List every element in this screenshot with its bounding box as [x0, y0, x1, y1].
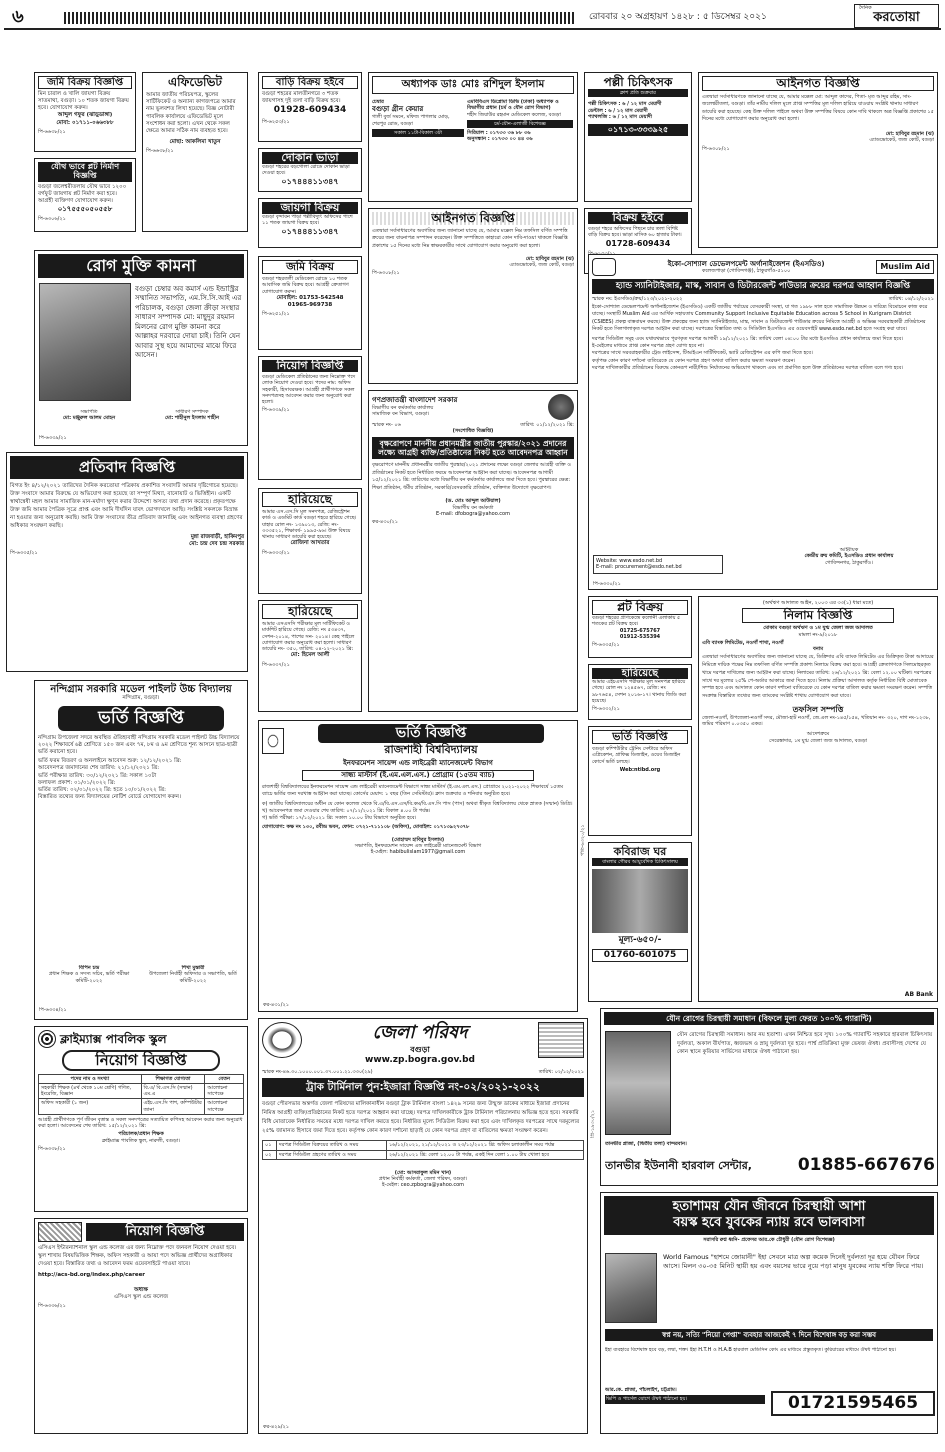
ad-body: বগুড়া মেডিকেল প্রতিষ্ঠানের জন্য নিম্নোক্ত পদে লোক নিয়োগ দেওয়া হবে। পদের নাম: অফিস সহকারী, হিসাবরক্ষক। আগ্রহী প্রার্থীগণকে সকল সনদপত্রসহ আবেদন করার জন্য অনুরোধ করা হলো।: [262, 374, 356, 406]
ad-code: কর-৪৩১/২১: [263, 1001, 289, 1008]
dept-name: সামাজিক বন বিভাগ, বগুড়া।: [372, 411, 430, 418]
chamber-name: বগুড়া গ্রীন কেয়ার: [372, 105, 424, 114]
memo-date: তারিখ: ০১/১২/২০২১ খ্রি:: [520, 422, 574, 428]
right-signer: শিখা মুস্তারী: [181, 965, 205, 971]
ad-place: তানভীর প্লাজা, (দ্বিতীয় তলা) বান্দরবান।: [605, 1141, 687, 1147]
right-name: মো: শাহীনুল ইসলাম শাহীন: [165, 415, 219, 422]
notice-signer: (ড. মোঃ আব্দুল আউয়াল): [445, 498, 501, 505]
table-cell: এইচ.এস.সি পাশ, কম্পিউটার জানা: [141, 1099, 205, 1115]
shop-rent-ad: [258, 148, 362, 192]
list-item: বিস্তারিত তথ্যের জন্য বিদ্যালয়ের নোটিশ বোর্ডে যোগাযোগ করুন।: [38, 793, 181, 800]
govt-logo-icon: [262, 1022, 302, 1058]
col-header: বেতন: [205, 1074, 244, 1083]
school-name: ক্লাইম্যাক্স পাবলিক স্কুল: [60, 1031, 167, 1046]
masthead-rule: [64, 12, 574, 24]
ad-body: বগুড়া শহরের মালতীনগরে ৩ শতক জায়গাসহ দুই তলা বাড়ি বিক্রয় হবে।: [262, 91, 341, 105]
ad-code: পি-৬৩৩৯/২১: [262, 407, 290, 414]
list-item: দরপত্রের সাথে সরবরাহকারীর ট্রেড লাইসেন্স, টিআইএন সার্টিফিকেট, ভ্যাট রেজিস্ট্রেশন এর কপি জমা দিতে হবে।: [592, 350, 813, 357]
list-item: দরপত্র দাখিলকারীর প্রতিষ্ঠানের বিরুদ্ধে কোনরূপ নারী/শিশু নির্যাতনের অভিযোগ থাকলে এবং তা প্রমাণিত হলে উক্ত প্রতিষ্ঠানের দরপত্র বাতিল বলে গণ্য হবে।: [592, 364, 904, 371]
ad-title: হারিয়েছে: [592, 668, 688, 679]
affidavit-ad: [142, 72, 248, 232]
ad-phone-2: 01965-969738: [287, 301, 333, 308]
ad-body: বগুড়া বৃন্দাবন পাড়া পল্লীবিদ্যুৎ অফিসের পাশে ১১ শতক জায়গা বিক্রয় হবে।: [262, 214, 353, 227]
ad-code: পি-৬২৫৩/২১: [262, 118, 290, 125]
course-3: প্যাথলজি : ৬ / ১২ মাস মেয়াদী: [588, 113, 652, 120]
notice-headline: ট্রাক টার্মিনাল পুন:ইজারা বিজ্ঞপ্তি নং-০২/২০২১-২০২২: [262, 1078, 584, 1097]
ad-body: বিগত ইং ৪/১২/২০২১ তারিখের দৈনিক করতোয়া পত্রিকায় প্রকাশিত সংবাদটি আমার দৃষ্টিগোচর হয়েছে। উক্ত সংবাদে আমার বিরুদ্ধে যে অভিযোগ করা হয়েছে তা সম্পূর্ণ মিথ্যা, বানোয়াট ও ভিত্তিহীন। একটি স্বার্থান্বেষী মহল আমার সামাজিক মান-মর্যাদা ক্ষুণ্ন করার উদ্দেশ্যে অসত্য তথ্য প্রদান করেছে। প্রকৃতপক্ষে উক্ত জমি আমার পৈত্রিক সূত্রে প্রাপ্ত এবং আমি দীর্ঘদিন যাবৎ ভোগদখলে আছি। সংশ্লিষ্ট সকলকে বিভ্রান্ত না হওয়ার জন্য অনুরোধ করছি। আমি উক্ত সংবাদের তীব্র প্রতিবাদ জানাচ্ছি এবং আইনগত ব্যবস্থা গ্রহণের অধিকার সংরক্ষণ করছি।: [10, 482, 243, 530]
memo-date: তারিখ: ০২/১২/২০২১: [538, 1068, 584, 1075]
serial-phone-2: অনুসন্ধান : ০১৭৩৩ ০০ ৪৪ ৩৬: [467, 136, 533, 143]
left-signer: বিপিন চন্দ্র: [78, 965, 100, 971]
org-name: ইকো-সোশ্যাল ডেভেলপমেন্ট অর্গানাইজেশন (ইএসডিও): [667, 259, 825, 268]
case-number: মামলা নং-৯/২০১৮: [798, 631, 838, 638]
website-link[interactable]: www.zp.bogra.gov.bd: [365, 1054, 475, 1065]
list-item: আবেদনপত্র জমাদানের শেষ তারিখ: ২১/১২/২০২১ খ্রি:: [38, 765, 160, 772]
school-logo-icon: [38, 1222, 82, 1242]
ad-title: দোকান ভাড়া: [262, 152, 358, 164]
org-address: কলেজপাড়া (গোবিন্দগঞ্জ), ঠাকুরগাঁও-৫১০০: [701, 268, 791, 275]
list-item: ভর্তির তারিখ: ০২/০১/২০২২ খ্রি: হতে ১০/০১/২০২২ খ্রি:: [38, 786, 166, 793]
email-link[interactable]: E-mail: procurement@esdo.net.bd: [596, 564, 682, 571]
table-cell: ২৬/১২/২০২১ খ্রি: বেলা ১২.০০ টা পর্যন্ত, একই দিন বেলা ১.০০ টায় খোলা হবে: [387, 1150, 584, 1159]
notice-body: বগুড়া পৌরসভার অন্তর্গত জেলা পরিষদের মালিকানাধীন বগুড়া ট্রাক টার্মিনাল বাংলা ১৪২৯ সনের জন্য উন্মুক্ত ডাকের মাধ্যমে ইজারা প্রদানের নিমিত্ত আগ্রহী ব্যক্তি/প্রতিষ্ঠানের নিকট হতে দরপত্র আহ্বান করা যাচ্ছে। দরপত্র দাখিলকারীকে ট্রাক টার্মিনাল পরিচালনায় অভিজ্ঞ হতে হবে। সরকারি বিধি মোতাবেক নির্ধারিত সময়ের মধ্যে দরপত্র দাখিল করতে হবে। নির্ধারিত মূল্যে সিডিউল বিক্রয় করা হবে এবং দাখিলকৃত দরপত্রের সাথে দরমূল্যের ২৫% জামানত হিসাবে জমা দিতে হবে। কর্তৃপক্ষ কোন কারণ দর্শানো ছাড়াই যে কোন দরপত্র গ্রহণ বা বাতিলের ক্ষমতা সংরক্ষণ করেন।: [262, 1101, 580, 1135]
kabiraj-ad: [588, 842, 692, 1002]
closing-title: আহ্বায়ক: [839, 547, 859, 553]
group-plot-ad: [34, 158, 136, 232]
ad-signer: আদেশক্রমে: [806, 731, 830, 738]
rajshahi-admission-ad: [258, 720, 578, 1012]
ad-phone: ০১৭১৩-৩৩৩৯২৫: [588, 124, 688, 136]
ad-title: পল্লী চিকিৎসক: [603, 75, 673, 89]
zila-parishad-notice: [258, 1018, 588, 1434]
ad-title: এফিডেভিট: [168, 75, 222, 89]
ad-signer: পরিচালক/প্রধান শিক্ষক: [118, 1131, 164, 1138]
ad-phone-1: মোবাইল: 01753-542548: [276, 294, 344, 301]
notice-headline: বৃক্ষরোপণে মাননীয় প্রধানমন্ত্রীর জাতীয় পুরস্কার/২০২১ প্রদানের লক্ষ্যে আগ্রহী ব্যক্তি/প্রতিষ্ঠানের নিকট হতে আবেদনপত্র আহ্বান: [372, 437, 574, 460]
ad-signer: মোছা: আকলিমা খাতুন: [169, 139, 221, 146]
list-item: কর্তৃপক্ষ কোন কারণ দর্শানো ব্যতিরেকে যে কোন দরপত্র গ্রহণ অথবা বাতিল করার ক্ষমতা সংরক্ষণ করেন।: [592, 357, 796, 364]
ad-code: পি-৬৩৩৫/২১: [10, 550, 38, 557]
ad-code: পি-৬৩৩৫/২১: [592, 642, 620, 649]
table-cell: আলোচনা সাপেক্ষে: [205, 1099, 244, 1115]
product-price: মূল্য-৬৫০/-: [618, 935, 662, 946]
chamber-title: চেম্বার: [372, 99, 384, 105]
table-cell: অফিস সহকারী (১ জন): [39, 1099, 142, 1115]
product-image: [605, 1031, 671, 1135]
village-doctor-ad: [584, 72, 692, 202]
ad-body: আমার জাতীয় পরিচয়পত্র, স্কুলের সার্টিফিকেট ও অন্যান্য কাগজপত্রে আমার নাম ভুলবশত লিখা হয়েছে। বিজ্ঞ নোটারী পাবলিক কার্যালয়ে এফিডেভিট মূলে সংশোধন করা হলো। এখন থেকে সকল ক্ষেত্রে আমার সঠিক নাম ব্যবহৃত হবে।: [146, 92, 236, 134]
email-link[interactable]: ই-মেইল: ceo.zpbogra@yahoo.com: [381, 1182, 464, 1189]
ad-body: বগুড়া শহরে অফিসের পিছনে চার তলা বিশিষ্ট বাড়ি বিক্রয় হবে। ভাড়া মাসিক ৬০ হাজার টাকা।: [588, 226, 682, 239]
list-item: দরপত্র সিডিউল সমূহ এবং যথাযথভাবে পূরণকৃত দরপত্র আগামী ১৯/১২/২০২১ খ্রি: তারিখ বেলা ০৪:০০ টার মধ্যে ইএসডিও প্রধান কার্যালয়ে জমা দিতে হবে।: [592, 335, 904, 342]
acs-recruit-ad: [34, 1218, 248, 1434]
ad-phone: 01721595465: [771, 1391, 935, 1416]
paper-logo: [854, 4, 939, 28]
portrait-icon: [548, 394, 574, 420]
place-sale-ad: [258, 198, 362, 248]
serial-phone-1: সিরিয়াল : ০১৭৩৩ ৩৬ ৮৮ ৩৬: [467, 130, 531, 136]
product-image: [592, 869, 688, 933]
esdo-tender-notice: [588, 254, 938, 590]
schedule-body: জেলা-নওগাঁ, উপজেলা-নওগাঁ সদর, মৌজা-হাট নওগাঁ, জে.এল নং-১৪৫/১৫৪, খতিয়ান নং- ৩২০, দাগ নং-১২৩৮, জমির পরিমাণ ০.০৩৫০ একর।: [702, 714, 931, 728]
house-sale-ad: [258, 72, 362, 142]
plot-sale-ad: [588, 596, 692, 658]
table-cell: ১৬/১২/২০২১, ২১/১২/২০২১ ও ২৩/১২/২০২১ খ্রি: অফিস চলাকালীন সময় পর্যন্ত: [387, 1141, 584, 1150]
ad-phone: ০১৭৫৫৫০৫০৫৫৮: [57, 205, 113, 214]
course-1: পল্লী চিকিৎসক : ৬ / ১২ মাস মেয়াদী: [588, 101, 662, 108]
ad-signer: (মো: আসরাফুল মমিন খান): [394, 1169, 452, 1176]
lost-ad-2: [258, 600, 362, 712]
ad-body: নন্দিগ্রাম উপজেলা সদরে অবস্থিত ঐতিহ্যবাহী নন্দিগ্রাম সরকারি মডেল পাইলট উচ্চ বিদ্যালয়ে ২০২২ শিক্ষাবর্ষে ৬ষ্ঠ শ্রেণিতে ১৫০ জন এবং ৭ম, ৮ম ও ৯ম শ্রেণিতে শূন্য আসনে ছাত্র-ছাত্রী ভর্তি করানো হবে।: [38, 734, 240, 756]
table-header: [39, 1074, 244, 1083]
ad-body: যৌন রোগের চিরস্থায়ী সমাধান। আর নয় হতাশা। এখন নিশ্চিত হবে সুখ। ১০০% গ্যারান্টি সহকারে হারবাল চিকিৎসায় দুর্বলতা, অকাল বীর্যপাত, ধ্বজভঙ্গ ও স্নায়ু দুর্বলতা দূর হবে। পার্শ্ব প্রতিক্রিয়া মুক্ত ভেষজ ঔষধ। প্রবাসীসহ দেশের যে কোন স্থানে কুরিয়ার সার্ভিসের মাধ্যমে ঔষধ পাঠানো হয়।: [677, 1032, 933, 1056]
ad-signer-role: সেরেস্তাদার, ১ম যুগ্ম জেলা জজ আদালত, বগুড়া: [769, 737, 867, 744]
lost-ad-3: [588, 664, 692, 720]
hope-herbal-ad: [600, 1192, 938, 1434]
page-number: ৬: [12, 6, 24, 27]
left-role: সভাপতি: [80, 409, 98, 415]
table-row: [39, 1083, 244, 1099]
ad-signer: (মোহাম্মদ হাবিবুর ইসলাম): [391, 836, 445, 843]
ad-body: বগুড়া শহরতলী মেডিকেল রোডে ১০ শতক আবাসিক জমি বিক্রয় হবে। আগ্রহী ক্রেতাগণ যোগাযোগ করুন।: [262, 276, 349, 295]
side-code-col5: প্রি-১৯৩০/২১: [590, 1109, 596, 1138]
ad-body: মিন চারাল ও খালি জায়গা বিক্রয় সাতমাথা, বগুড়া। ১০ শতক জায়গা বিক্রয় হবে। যোগাযোগ করুন।: [38, 91, 129, 112]
table-row: [39, 1099, 244, 1115]
ad-signer: রোজিনা আখতার: [290, 540, 330, 547]
ad-body-2: ইহা ব্যবহারে বিশেষাঙ্গ হবে বড়, লম্বা, শক্ত। ইহা H.T.H ও H.A.B হারবাল মেডিসিন কোং এর মাধ্যমে প্রস্তুতকৃত। কুরিয়ারের মাধ্যমে ঔষধ পাঠানো হয়।: [605, 1347, 897, 1353]
program-name: সান্ধ্য মাস্টার্স (ই.এম.এল.এস.) প্রোগ্রাম (১৫তম ব্যাচ): [302, 770, 534, 781]
ad-title: নিলাম বিজ্ঞপ্তি: [742, 608, 894, 623]
closing-committee: কেন্দ্রীয় ক্রয় কমিটি, ইএসডিও প্রধান কার্যালয়: [804, 553, 894, 560]
ad-title: জমি বিক্রয় বিজ্ঞপ্তি: [38, 76, 132, 89]
ad-phone: 01760-601075: [592, 949, 688, 962]
bank-logo: AB Bank: [904, 990, 933, 998]
ad-code: পি-৬৬৩৮/২১: [38, 128, 66, 135]
herbal-center-ad: [600, 1008, 938, 1186]
table-cell: সহকারী শিক্ষক (৪র্থ থেকে ১০ম শ্রেণি) গণিত, ইংরেজি, বিজ্ঞান: [39, 1083, 142, 1099]
auction-law: (অর্থঋণ আদালত আইন, ২০০৩ এর ৩৩(১) ধারা মতে): [762, 600, 874, 606]
closing-address: গোবিন্দনগর, ঠাকুরগাঁও।: [825, 559, 873, 566]
protest-notice: [6, 452, 248, 672]
versus: বনাম: [813, 646, 823, 653]
date-line: রোববার ২০ অগ্রহায়ণ ১৪২৮ : ৫ ডিসেম্বর ২০২১: [589, 12, 767, 22]
ad-body: আমার এসএসসি পরীক্ষার মূল সার্টিফিকেট ও মার্কশিট হারিয়ে গেছে। রেজি: নং ৫৩৪৩৭, সেশন-২০১৪, পাশের সন- ২০১৪। কেহ পাইলে যোগাযোগ করার অনুরোধ করা হলো। সাধারণ ডায়েরি নং- ৩৫০, তারিখ: ০৪-১২-২০২১ খ্রি:: [262, 621, 355, 653]
doctor-name: অধ্যাপক ডাঃ মোঃ রশিদুল ইসলাম: [372, 76, 574, 94]
ad-signer: মো: হাবিবুর রহমান (ঝ): [885, 131, 934, 138]
list-item: ভর্তি ফরম বিতরণ ও অনলাইনে আবেদন শুরু: ১২/১২/২০২১ খ্রি:: [38, 758, 182, 765]
list-item: ক) জাতীয় বিশ্ববিদ্যালয়ের অধীন যে কোন কলেজ থেকে বি.এ/বি.এস.এস/বি.কম/বি.এস.সি পাস (পাস) অথবা স্বীকৃত বিশ্ববিদ্যালয় থেকে স্নাতক (সম্মান) ডিগ্রি।: [262, 800, 573, 807]
court-name: মোকাম বগুড়া অর্থঋণ ও ১ম যুগ্ম জেলা জজ আদালত: [763, 625, 873, 632]
doctor-degrees: এমবিবিএস ডিপ্লোমা ডিভি (ঢাকা) অধ্যাপক ও বিভাগীয় প্রধান (চর্ম ও যৌন রোগ বিভাগ): [467, 99, 559, 112]
headline-1: হতাশাময় যৌন জীবনে চিরস্থায়ী আশা: [672, 1199, 866, 1214]
col-header: পদের নাম ও সংখ্যা: [39, 1074, 142, 1083]
notice-body: বৃক্ষরোপণে মাননীয় প্রধানমন্ত্রীর জাতীয় পুরস্কার/২০২১ প্রদানের লক্ষ্যে বগুড়া জেলার আগ্রহী ব্যক্তি ও প্রতিষ্ঠানের নিকট হতে নির্ধারিত ফরমে আবেদনপত্র আহ্বান করা যাচ্ছে। আবেদনপত্র আগামী ১৫/১২/২০২১ খ্রি: তারিখের মধ্যে বিভাগীয় বন কর্মকর্তার কার্যালয়ে জমা দিতে হবে। পুরস্কারের ক্ষেত্র: শিক্ষা প্রতিষ্ঠান, ধর্মীয় প্রতিষ্ঠান, সরকারি/বেসরকারি প্রতিষ্ঠান, ব্যক্তিগত উদ্যোগে বৃক্ষরোপণ।: [372, 462, 571, 491]
esdo-logo-icon: [592, 258, 616, 276]
ad-banner: যৌন রোগের চিরস্থায়ী সমাধান (বিফলে মূল্য ফেরত ১০০% গ্যারান্টি): [604, 1012, 934, 1025]
right-role: সাধারণ সম্পাদক: [175, 409, 209, 415]
schedule-table: [262, 1140, 584, 1160]
list-item: ফলাফল প্রকাশ: ০১/০১/২০২২ খ্রি:: [38, 779, 116, 786]
school-logo-icon: [38, 1030, 56, 1048]
doctor-ad: [368, 72, 578, 202]
recruit-ad-1: [258, 356, 362, 480]
gov-name: গণপ্রজাতন্ত্রী বাংলাদেশ সরকার: [372, 396, 458, 405]
table-cell: ০১: [263, 1141, 277, 1150]
ad-subtitle: ক্লাশ প্রতি শুক্রবার: [588, 89, 688, 97]
partner-logo: Muslim Aid: [876, 260, 934, 274]
ad-title: বিক্রয় হইবে: [588, 212, 688, 224]
table-cell: ০২: [263, 1150, 277, 1159]
ad-contact: আব্দুল গফুর (ঝাড়ুডাঙ্গা): [57, 112, 113, 119]
ad-title: প্লট বিক্রয়: [592, 600, 688, 615]
table-cell: আলোচনা সাপেক্ষে: [205, 1083, 244, 1099]
website-link[interactable]: Website: www.esdo.net.bd: [596, 558, 663, 564]
ad-code: পি-৬৩৩০/২১: [593, 581, 621, 587]
department-name: ইনফরমেশন সায়েন্স এন্ড লাইব্রেরী ম্যানেজমেন্ট বিভাগ: [343, 759, 493, 768]
person-photo: [39, 283, 131, 401]
ad-body: রাজশাহী বিশ্ববিদ্যালয়ের ইনফরমেশন সায়েন্স এন্ড লাইব্রেরী ম্যানেজমেন্ট বিভাগে সান্ধ্য মাস্টার্স (ই.এম.এল.এস.) প্রোগ্রামে ২০২১-২০২২ শিক্ষাবর্ষে ১৫তম ব্যাচে ভর্তির জন্য দরখাস্ত আহ্বান করা যাচ্ছে। কোর্সের মেয়াদ: ১ বছর (তিন সেমিস্টার)। ক্লাস শুক্রবার ও শনিবার অনুষ্ঠিত হবে।: [262, 783, 564, 798]
land-sale-ad-1: [34, 72, 136, 152]
ad-body: আমার এইচএসসি পরীক্ষার মূল সনদপত্র হারিয়ে গেছে। রোল নং ১২৪৫৬৭, রেজি: নং ৯৮৭৬৫৪, সেশন ২০১৬-১৭। থানায় জিডি করা হয়েছে।: [592, 679, 687, 704]
ad-code: পি-৬৬৩৮/২১: [146, 148, 174, 155]
ad-subtitle: বাংলার গৌরব আয়ুর্বেদিক চিকিৎসালয়: [592, 858, 688, 866]
ad-code: কর-৪২৯/২১: [263, 1423, 289, 1430]
notice-email: E-mail: dfobogra@yahoo.com: [436, 510, 510, 517]
table-cell: দরপত্র সিডিউল বিক্রয়ের তারিখ ও সময়: [277, 1141, 387, 1150]
ad-code: পি-৬৩০৬/২১: [38, 215, 66, 222]
ad-note: ভিপি ও পার্সেল যোগে ঔষধ পাঠানো হয়।: [605, 1395, 765, 1403]
side-code-col4: পতি-৬৩২০/২১: [580, 824, 586, 856]
ad-banner: স্বপ্ন নয়, সত্যি "নিয়ো পেপ্তা" ব্যবহার আজকেই ৭ দিনে বিশেষাঙ্গ বড় করা সম্ভব: [605, 1329, 933, 1341]
ad-title: জেলা পরিষদ: [372, 1022, 468, 1043]
ad-signer-2: মো: চন্দ্র দেব চন্দ্র সরকার: [189, 541, 244, 548]
climax-school-ad: [34, 1026, 248, 1212]
doctor-college: শহীদ জিয়াউর রহমান মেডিকেল কলেজ, বগুড়া: [467, 111, 561, 118]
contact-line: যোগাযোগ: কক্ষ নং ১৩০, রবীন্দ্র ভবন, ফোন: ০৭২১-৭১১১০৮ (অফিস), মোবাইল: ০১৭১৩৯২৭৩৭৮: [262, 824, 470, 831]
ad-phone: ০১৭৪৪৪১১৩৪৭: [281, 226, 339, 236]
memo-number: স্মারক নং-৪৬.৩০.১০০০.০০১.৩৭.০০১.২১.৩৩০(২৯): [262, 1068, 373, 1075]
vacancy-table: [38, 1074, 244, 1115]
ad-subtitle: সরাসরি রুগ্ন ধ্বনি- প্রফেসর আর.কে চৌধুরী (যৌন রোগ বিশেষজ্ঞ): [703, 1236, 835, 1243]
paper-name: করতোয়া: [873, 10, 920, 26]
memo-date: তারিখ: ০৪/১২/২০২১: [888, 295, 934, 302]
memo-number: স্মারক নং- ০৬: [372, 422, 401, 428]
ad-body: আমার এস.এস.সি মূল সনদপত্র, রেজিস্ট্রেশন কার্ড ও এডমিট কার্ড বগুড়া শহরে হারিয়ে গেছে। যাহার রোল নং- ১৩৯০১৩, রেজি: নং- ৩৩৩৫২১, শিক্ষাবর্ষ- ১৯৯৫-৯৬। উক্ত বিষয়ে থানায় সাধারণ ডায়েরি করা হয়েছে।: [262, 509, 357, 541]
center-name: তানভীর ইউনানী হারবাল সেন্টার,: [605, 1158, 752, 1172]
website-link[interactable]: Web:ntibd.org: [619, 766, 661, 773]
ad-title: আইনগত বিজ্ঞপ্তি: [702, 76, 934, 91]
school-place: নন্দিগ্রাম, বগুড়া।: [122, 695, 160, 701]
school-admission-ad: [34, 680, 248, 1020]
ad-title: বাড়ি বিক্রয় হইবে: [262, 76, 358, 89]
ad-code: পি-৬৩৩৯/২১: [39, 435, 67, 441]
ad-title: নিয়োগ বিজ্ঞপ্তি: [262, 360, 358, 372]
ad-title: ভর্তি বিজ্ঞপ্তি: [58, 706, 224, 731]
ad-code: পি-৬৩৩৭/২১: [262, 661, 290, 668]
ad-title: ভর্তি বিজ্ঞপ্তি: [318, 724, 544, 743]
list-item: গ) ভর্তি পরীক্ষা: ১৭/১২/২০২১ খ্রি: সকাল ১০.০০ টায় বিভাগে অনুষ্ঠিত হবে।: [262, 815, 417, 822]
table-row: [263, 1141, 584, 1150]
chamber-address: গালী বুর্জ সমনে, মফিজ পাগলার মোড়, শেরপুর রোড, বগুড়া: [372, 114, 450, 127]
doctor-photo: [605, 1253, 657, 1323]
list-item: খ) আবেদনপত্র জমা দেওয়ার শেষ তারিখ: ০৭/১২/২০২১ খ্রি: বিকাল ৪.০০ টা পর্যন্ত।: [262, 807, 431, 814]
list-item: ভর্তি পরীক্ষার তারিখ: ৩০/১২/২০২১ খ্রি: সকাল ১০টা: [38, 772, 157, 779]
ad-body: বগুড়া জলেশ্বরীতলায় যৌথ ভাবে ১২০০ বর্গফুট জায়গায় প্লট নির্মাণ করা হবে। আগ্রহী ব্যক্তিগণ যোগাযোগ করুন।: [38, 183, 127, 204]
ad-code: পি-৬৩৩৬/২১: [38, 1303, 66, 1310]
ad-body: বগুড়া চেম্বার অব কমার্স এন্ড ইন্ডাস্ট্রির সম্মানিত সভাপতি, এম.সি.সি.আই এর পরিচালক, বগুড়া জেলা ক্রীড়া সংস্থার সাধারণ সম্পাদক মো: মাছুদুর রহমান মিলনের রোগ মুক্তি কামনা করে আল্লাহর দরবারে দোয়া চাই। তিনি যেন আবার সুস্থ হয়ে আমাদের মাঝে ফিরে আসেন।: [135, 285, 242, 360]
table-row: [263, 1150, 584, 1159]
doctor-specialty: চর্ম-যৌন-এলার্জী বিশেষজ্ঞ: [467, 120, 573, 128]
ad-phone: ০১৭৪৪৪১১৩৪৭: [281, 176, 339, 186]
ad-body: বগুড়া শহরের প্রাণকেন্দ্রে কলোনী এলাকায় ৫ শতকের প্লট বিক্রয় হবে।: [592, 615, 681, 628]
ad-title: আইনগত বিজ্ঞপ্তি: [372, 212, 574, 225]
land-sale-ad-2: [258, 256, 362, 350]
ad-title: নিয়োগ বিজ্ঞপ্তি: [62, 1050, 220, 1071]
ad-signer: মো: হাবিবুর রহমান (ঝ): [525, 255, 574, 262]
ad-title: কবিরাজ ঘর: [613, 845, 667, 858]
tender-body: ইকো-সোশ্যাল ডেভেলপমেন্ট অর্গানাইজেশন (ইএসডিও) একটি জাতীয় পর্যায়ের বেসরকারী সংস্থা, যা গত ১৯৮৮ সাল হতে সামাজিক উন্নয়ন ও দারিদ্র্য বিমোচনে কাজ করে যাচ্ছে। সংস্থাটি Muslim Aid এর আর্থিক সহায়তায় Community Support Inclusive Equitable Education across 5 School in Kurigram District (CSIEES) প্রকল্প বাস্তবায়ন করছে। উক্ত প্রকল্পের জন্য হ্যান্ড স্যানিটাইজার, মাস্ক, সাবান ও ডিটারজেন্ট পাউডার ক্রয়ের নিমিত্তে আগ্রহী ও অভিজ্ঞ সরবরাহকারী প্রতিষ্ঠানের নিকট হতে সিলগালাকৃত দরপত্র আহ্বান করা যাচ্ছে। দরপত্রের বিস্তারিত তথ্য ও সিডিউল ইএসডিও এর ওয়েবসাইট www.esdo.net.bd হতে সংগ্রহ করা যাবে।: [592, 303, 928, 333]
career-link[interactable]: http://acs-bd.org/index.php/career: [38, 1271, 146, 1278]
ad-code: পি-৬৩০৮/২১: [702, 145, 730, 152]
forest-dept-notice: [368, 390, 578, 712]
ad-title: ভর্তি বিজ্ঞপ্তি: [592, 730, 688, 744]
training-center-ad: [588, 726, 692, 836]
ad-code: পি-৬৩৩৪/২১: [39, 1007, 67, 1013]
ad-code: পি-৬৩৩২/২১: [592, 706, 620, 712]
ad-title: হারিয়েছে: [262, 604, 358, 619]
ad-address: আর.কে. প্লাজা, পাঁচলাইশ, চট্টগ্রাম।: [605, 1387, 677, 1393]
ad-title: হারিয়েছে: [262, 492, 358, 507]
ad-signer-role: সভাপতি, ইনফরমেশন সায়েন্স এন্ড লাইব্রেরী ম্যানেজমেন্ট বিভাগ: [354, 842, 482, 849]
legal-notice-2: [698, 72, 938, 248]
ad-body: এতদ্বারা সর্বসাধারণকে জানানো যাচ্ছে যে, আমার মক্কেল মো: আব্দুল কাদের, পিতা- মৃত আব্দুর রহিম, সাং- জলেশ্বরীতলা, বগুড়া। তাঁর নামীয় দলিল মূলে প্রাপ্ত সম্পত্তির মূল দলিল হারিয়ে যাওয়ায় সংশ্লিষ্ট থানায় সাধারণ ডায়েরি করা হয়েছে। কেহ উক্ত দলিল পাইলে অথবা উক্ত সম্পত্তির বিষয়ে কোন দাবি থাকলে অত্র বিজ্ঞপ্তি প্রকাশের ১৫ দিনের মধ্যে যোগাযোগ করার অনুরোধ করা হলো।: [702, 94, 934, 122]
paper-label: দৈনিক: [859, 5, 872, 11]
plaintiff: এবি ব্যাংক লিমিটেড, নওগাঁ শাখা, নওগাঁ: [702, 639, 784, 646]
ad-title: রোগ মুক্তি কামনা: [38, 254, 244, 278]
lost-ad-1: [258, 488, 362, 594]
ad-note: আগ্রহী প্রার্থীগণকে পূর্ণ জীবন বৃত্তান্ত ও সকল সনদপত্রের সত্যায়িত কপিসহ আবেদন করার জন্য অনুরোধ করা হলো। আবেদনের শেষ তারিখ: ১৫/১২/২০২১ খ্রি:: [38, 1116, 243, 1129]
ad-phone: 01885-667676: [797, 1155, 935, 1175]
headline-2: বয়স্ক হবে যুবকের ন্যায় রবে ভালবাসা: [673, 1215, 865, 1231]
ad-code: কর-৪৩০/২১: [372, 519, 398, 525]
schedule-title: তফসিল সম্পত্তি: [792, 704, 844, 714]
ad-body: World Famous "হাশমে জোয়ানী" ইহা সেবনে মাত্র অল্প কয়েক দিনেই দুর্বলতা দূর হয়ে যৌবন ফিরে আসে। মিলন ৩০-৩৫ মিনিট স্থায়ী হয় এবং বয়সের ভারে নুয়ে পড়া মানুষ যুবকের ন্যায় শক্তি ফিরে পায়।: [663, 1253, 924, 1271]
school-items: [38, 758, 244, 801]
notice-subtitle: (সংশোধিত বিজ্ঞপ্তি): [452, 428, 494, 435]
ad-phone-2: 01912-535394: [619, 633, 661, 640]
ad-body: এতদ্বারা সর্বসাধারণের অবগতির জন্য জানানো যাচ্ছে যে, আমার মক্কেল নিম্ন তফসিল বর্ণিত সম্পত্তি ক্রয়ের জন্য বায়নাপত্র সম্পাদন করেছেন। উক্ত সম্পত্তিতে কাহারো কোন দাবি-দাওয়া থাকলে বিজ্ঞপ্তি প্রকাশের ১৫ দিনের মধ্যে নিম্ন স্বাক্ষরকারীর সাথে যোগাযোগ করার অনুরোধ করা হলো।: [372, 228, 568, 249]
university-logo-icon: [262, 728, 284, 754]
office-name: বিভাগীয় বন কর্মকর্তার কার্যালয়: [372, 405, 434, 412]
tender-conditions: [592, 336, 934, 372]
chamber-time: সকাল ১১টা-বিকাল ৩টা: [372, 129, 464, 137]
ad-title: প্রতিবাদ বিজ্ঞপ্তি: [10, 456, 244, 479]
left-role: প্রধান শিক্ষক ও সদস্য সচিব, ভর্তি পরীক্ষা কমিটি-২০২২: [48, 971, 130, 984]
email-link[interactable]: ই-মেইল: habibulislam1977@gmail.com: [370, 849, 466, 856]
course-2: ডেন্টাল : ৬ / ১২ মাস মেয়াদী: [588, 107, 648, 114]
ad-title: নিয়োগ বিজ্ঞপ্তি: [86, 1223, 244, 1241]
left-name: মো: মঞ্জুরুল আলম মোহন: [62, 415, 116, 422]
ad-signer-role: এ্যাডভোকেট, জজ কোর্ট, বগুড়া: [509, 262, 574, 269]
ad-title: জমি বিক্রয়: [262, 260, 358, 274]
university-name: রাজশাহী বিশ্ববিদ্যালয়: [384, 743, 478, 757]
ad-body: এসিএস ইন্টারন্যাশনাল স্কুল এন্ড কলেজ এর জন্য নিম্নোক্ত পদে জনবল নিয়োগ দেওয়া হবে। স্কুল শাখায় বিষয়ভিত্তিক শিক্ষক, অফিস সহকারী ও আয়া পদে অভিজ্ঞ প্রার্থীদের অগ্রাধিকার দেওয়া হবে। বিস্তারিত তথ্য ও আবেদন ফরম ওয়েবসাইটে পাওয়া যাবে।: [38, 1245, 237, 1267]
signer-role: বিভাগীয় বন কর্মকর্তা: [452, 504, 494, 511]
ad-address: ক্লাইম্যাক্স পাবলিক স্কুল, নারুলী, বগুড়া।: [102, 1137, 180, 1144]
ad-body: বগুড়া কম্পিউটার ট্রেনিং সেন্টারে অফিস এপ্লিকেশন, গ্রাফিক্স ডিজাইন, ওয়েব ডিজাইন কোর্সে ভর্তি চলছে।: [592, 746, 681, 765]
right-role: উপজেলা নির্বাহী অফিসার ও সভাপতি, ভর্তি কমিটি-২০২২: [149, 971, 237, 984]
ad-signer-role: এ্যাডভোকেট, জজ কোর্ট, বগুড়া: [869, 137, 934, 144]
ad-code: পি-৬৩০৮/২১: [372, 270, 400, 277]
ad-code: পি-৬৩৩৮/২১: [38, 1145, 66, 1152]
memo-number: স্মারক নং: ইএসডিও/ক্রয়/১২৩/২০২১-২০২২: [592, 295, 683, 302]
school-name: এসিএস স্কুল এন্ড কলেজ: [113, 1294, 169, 1301]
emblem-icon: [538, 1022, 584, 1058]
table-cell: দরপত্র সিডিউল গ্রহণের তারিখ ও সময়: [277, 1150, 387, 1159]
ad-signer: অধ্যক্ষ: [134, 1287, 148, 1294]
tender-headline: হ্যান্ড স্যানিটাইজার, মাস্ক, সাবান ও ডিটারজেন্ট পাউডার ক্রয়ের দরপত্র আহ্বান বিজ্ঞপ্তি: [592, 279, 934, 294]
ad-phone: 01728-609434: [605, 238, 671, 248]
ad-body: এতদ্বারা সর্বসাধারণের অবগতির জন্য জানানো যাচ্ছে যে, ডিক্রিদার এবি ব্যাংক লিমিটেড এর ডিক্রিকৃত টাকা আদায়ের নিমিত্তে দায়িক পক্ষের নিম্ন তফসিল বর্ণিত সম্পত্তি প্রকাশ্য নিলামে বিক্রয় করা হবে। আগ্রহী ক্রেতাগণকে সিলমোহরকৃত খামে দরপত্র দাখিলের জন্য আহ্বান করা যাচ্ছে। নিলামের তারিখ: ২৬/১২/২০২১ খ্রি: বেলা ১২.০০ ঘটিকা। দরপত্রের সাথে দর মূল্যের ২৫% পে-অর্ডার আকারে জমা দিতে হবে। নিলাম প্রক্রিয়া আদালত কর্তৃক নির্ধারিত বিধি মোতাবেক সম্পন্ন হবে এবং আদালত কোন কারণ দর্শানো ব্যতিরেকে যে কোন দরপত্র বাতিল করার ক্ষমতা সংরক্ষণ করেন। সম্পত্তি সংক্রান্ত বিস্তারিত তথ্যের জন্য ব্যাংকের সংশ্লিষ্ট শাখায় যোগাযোগ করা যাবে।: [702, 654, 934, 700]
table-cell: বি.এ/ বি.এস.সি (সম্মান) এম.এ: [141, 1083, 205, 1099]
ad-body: বগুড়া শহরের বড়গোলা রোডে দোকান ভাড়া দেওয়া হবে।: [262, 164, 350, 177]
list-item: ই-মেইলের মাধ্যমে প্রাপ্ত কোন দরপত্র গ্রহণ যোগ্য হবে না।: [592, 343, 705, 350]
ad-title: যৌথ ভাবে প্লট নির্মাণ বিজ্ঞপ্তি: [38, 162, 132, 182]
ad-signer: মুন্না রাজবাড়ী, হাকিমপুর: [190, 534, 244, 541]
recovery-ad: [34, 250, 248, 446]
ad-title: জায়গা বিক্রয়: [262, 202, 358, 214]
ad-phone: 01928-609434: [273, 105, 347, 116]
ad-code: পি-৬২৫১/২১: [262, 311, 290, 318]
legal-notice-1: [368, 208, 578, 384]
ad-signer-role: প্রধান নির্বাহী কর্মকর্তা, জেলা পরিষদ, বগুড়া।: [378, 1176, 468, 1183]
ad-signer: মো: হিমেল আলী: [290, 652, 330, 659]
ad-phone-1: 01725-675767: [619, 627, 661, 634]
ad-phone: মোবা: ০১৭১১-০৬৬৩৮৮: [56, 119, 114, 126]
auction-notice: [698, 596, 938, 1002]
school-name: নন্দিগ্রাম সরকারি মডেল পাইলট উচ্চ বিদ্যালয়: [50, 684, 232, 695]
ad-code: পি-৬৩৩৩/২১: [262, 549, 290, 556]
masthead: [4, 4, 941, 30]
eligibility-list: [262, 801, 574, 823]
col-header: শিক্ষাগত যোগ্যতা: [141, 1074, 205, 1083]
zila-place: বগুড়া: [410, 1044, 430, 1054]
